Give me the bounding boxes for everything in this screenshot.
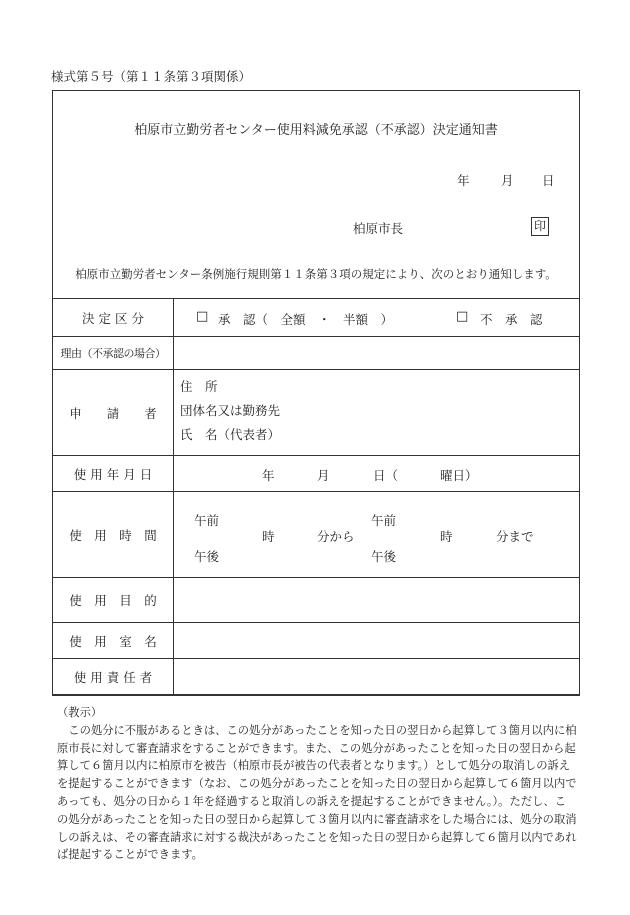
use-date-month: 月 xyxy=(317,467,330,483)
reason-field[interactable] xyxy=(174,337,580,370)
notice-form-frame xyxy=(52,90,580,696)
date-month: 月 xyxy=(501,173,514,188)
applicant-name: 氏 名（代表者） xyxy=(180,426,281,442)
use-date-year: 年 xyxy=(262,467,275,483)
form-table xyxy=(52,298,580,695)
disapprove-checkbox[interactable]: □ xyxy=(456,308,469,324)
end-pm: 午後 xyxy=(371,548,397,564)
label-room: 使 用 室 名 xyxy=(53,623,174,659)
row-use-time xyxy=(53,492,580,578)
start-pm: 午後 xyxy=(194,548,220,564)
notice-text: 柏原市立勤労者センター条例施行規則第１１条第３項の規定により、次のとおり通知します。 xyxy=(75,267,557,281)
date-day: 日 xyxy=(542,173,555,188)
use-date-day: 日（ xyxy=(373,467,399,483)
use-date-weekday: 曜日） xyxy=(440,467,478,483)
teaching-section xyxy=(57,704,577,864)
row-applicant xyxy=(53,370,580,456)
label-decision: 決 定 区 分 xyxy=(53,299,174,337)
row-use-date xyxy=(53,456,580,492)
form-number: 様式第５号（第１１条第３項関係） xyxy=(51,69,252,84)
row-reason xyxy=(53,337,580,370)
applicant-cell[interactable] xyxy=(174,370,580,456)
room-field[interactable] xyxy=(174,623,580,659)
applicant-address: 住 所 xyxy=(180,378,218,394)
label-applicant: 申 請 者 xyxy=(53,370,174,456)
decision-cell xyxy=(174,299,580,337)
row-room xyxy=(53,623,580,659)
use-time-cell[interactable] xyxy=(174,492,580,578)
mayor-name: 柏原市長 xyxy=(353,221,404,236)
applicant-organization: 団体名又は勤務先 xyxy=(180,402,281,418)
row-purpose xyxy=(53,578,580,623)
start-hour: 時 xyxy=(262,528,275,544)
form-title: 柏原市立勤労者センター使用料減免承認（不承認）決定通知書 xyxy=(134,123,498,138)
end-minute-to: 分まで xyxy=(496,528,534,544)
teaching-heading: （教示） xyxy=(57,706,103,719)
label-purpose: 使 用 目 的 xyxy=(53,578,174,623)
row-manager xyxy=(53,659,580,695)
start-minute-from: 分から xyxy=(317,528,355,544)
row-decision xyxy=(53,299,580,337)
seal-mark: 印 xyxy=(531,217,549,236)
disapprove-label: 不 承 認 xyxy=(480,311,543,327)
label-use-date: 使 用 年 月 日 xyxy=(53,456,174,492)
purpose-field[interactable] xyxy=(174,578,580,623)
label-use-time: 使 用 時 間 xyxy=(53,492,174,578)
label-manager: 使 用 責 任 者 xyxy=(53,659,174,695)
start-am: 午前 xyxy=(194,512,220,528)
approve-label: 承 認（ 全額 ・ 半額 ） xyxy=(218,311,394,327)
end-hour: 時 xyxy=(440,528,453,544)
approve-checkbox[interactable]: □ xyxy=(196,308,209,324)
manager-field[interactable] xyxy=(174,659,580,695)
teaching-body: この処分に不服があるときは、この処分があったことを知った日の翌日から起算して３箇月以内に柏原市長に対して審査請求をすることができます。また、この処分があったことを知った日の翌日から起算して６箇月以内に柏原市を被告（柏原市長が被告の代表者となります。）として処分の取消しの訴えを提起することができます（なお、この処分があったことを知った日の翌日から起算して６箇月以内であっても、処分の日から１年を経過すると取消しの訴えを提起することができません。）。ただし、この処分があったことを知った日の翌日から起算して３箇月以内に審査請求をした場合には、処分の取消しの訴えは、その審査請求に対する裁決があったことを知った日の翌日から起算して６箇月以内であれば提起することができます。 xyxy=(57,723,577,862)
end-am: 午前 xyxy=(371,512,397,528)
label-reason: 理由（不承認の場合） xyxy=(53,337,174,370)
date-year: 年 xyxy=(457,173,470,188)
use-date-cell[interactable] xyxy=(174,456,580,492)
